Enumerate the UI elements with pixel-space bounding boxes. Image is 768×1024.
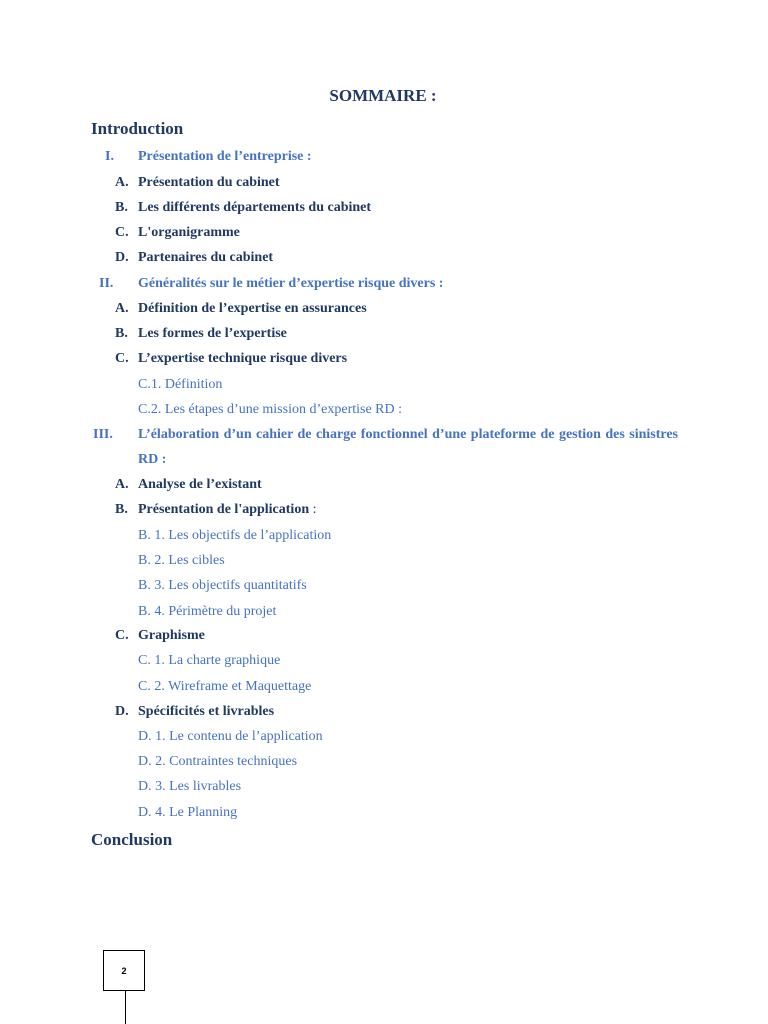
subitem-label: D. 3. Les livrables [138,779,242,794]
item-letter: A. [115,175,129,190]
item-label: Analyse de l’existant [138,477,262,492]
page-number: 2 [121,965,127,976]
item-letter: C. [115,225,129,240]
item-letter: A. [115,301,129,316]
subitem-label: B. 4. Périmètre du projet [138,604,277,619]
item-letter: B. [115,502,128,517]
item-letter: C. [115,351,129,366]
section-3-number: III. [93,427,113,442]
subitem-label: B. 3. Les objectifs quantitatifs [138,578,307,593]
item-label [138,501,317,519]
item-label: Définition de l’expertise en assurances [138,301,367,316]
item-label: Graphisme [138,628,205,643]
item-letter: C. [115,628,129,643]
heading-conclusion: Conclusion [91,830,173,849]
page-number-box [103,950,145,991]
subitem-label: D. 2. Contraintes techniques [138,754,298,769]
item-letter: A. [115,477,129,492]
section-2-number: II. [99,276,114,291]
subitem-label: C. 2. Wireframe et Maquettage [138,679,312,694]
item-label-colon: : [312,502,317,517]
item-label-text: Présentation de l'application [138,502,310,517]
section-1-label: Présentation de l’entreprise : [138,149,312,164]
item-letter: D. [115,704,129,719]
subitem-label: C.2. Les étapes d’une mission d’expertise RD : [138,402,403,417]
item-label: L’expertise technique risque divers [138,351,348,366]
page-title: SOMMAIRE : [329,86,437,105]
section-3-label: L’élaboration d’un cahier de charge fonctionnel d’une plateforme de gestion des sinistres RD : [138,427,678,467]
section-2-label: Généralités sur le métier d’expertise risque divers : [138,276,444,291]
item-label: Les formes de l’expertise [138,326,287,341]
item-letter: B. [115,200,128,215]
item-label: Spécificités et livrables [138,704,275,719]
item-letter: B. [115,326,128,341]
item-label: Partenaires du cabinet [138,250,274,265]
subitem-label: B. 1. Les objectifs de l’application [138,528,332,543]
subitem-label: C. 1. La charte graphique [138,653,281,668]
item-letter: D. [115,250,129,265]
item-label: Présentation du cabinet [138,175,280,190]
item-label: Les différents départements du cabinet [138,200,372,215]
item-label: L'organigramme [138,225,240,240]
subitem-label: D. 4. Le Planning [138,805,238,820]
page-number-line [125,991,126,1024]
subitem-label: C.1. Définition [138,377,223,392]
subitem-label: D. 1. Le contenu de l’application [138,729,323,744]
section-1-number: I. [105,149,114,164]
heading-introduction: Introduction [91,119,184,138]
subitem-label: B. 2. Les cibles [138,553,225,568]
